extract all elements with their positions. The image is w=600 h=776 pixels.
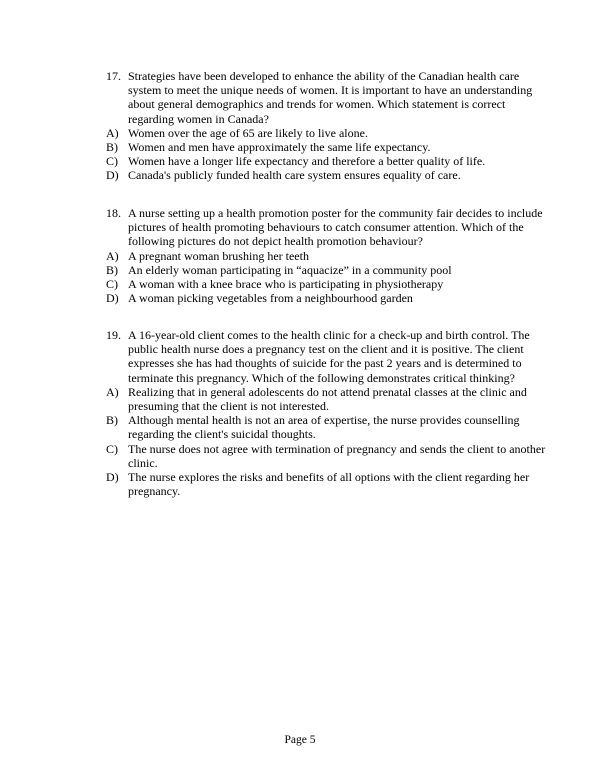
option-text: A pregnant woman brushing her teeth [128, 248, 309, 263]
option-text: A woman with a knee brace who is participating in physiotherapy [128, 277, 444, 292]
question-stem: Strategies have been developed to enhance the ability of the Canadian health care system to meet the unique needs of women. It is important to have an understanding about general demographics and trends for women. Which statement is correct regarding women in Canada? [128, 69, 533, 126]
option-text: Realizing that in general adolescents do not attend prenatal classes at the clinic and presuming that the client is not interested. [128, 384, 527, 414]
option-text: The nurse does not agree with termination of pregnancy and sends the client to another clinic. [128, 441, 546, 470]
page-number: Page 5 [284, 734, 316, 746]
option-d [106, 291, 546, 305]
question-stem-row [106, 69, 546, 126]
option-text: Women have a longer life expectancy and therefore a better quality of life. [128, 154, 486, 169]
option-text: Women and men have approximately the same life expectancy. [128, 140, 431, 155]
option-letter: A) [106, 248, 119, 263]
question-number: 19. [106, 328, 121, 342]
option-text: An elderly woman participating in “aquacize” in a community pool [128, 262, 452, 277]
option-letter: C) [106, 441, 118, 456]
option-letter: B) [106, 262, 118, 277]
question-stem: A 16-year-old client comes to the health clinic for a check-up and birth control. The public health nurse does a pregnancy test on the client and it is positive. The client expresses she has had thoughts of suicide for the past 2 years and is determined to terminate this pregnancy. Which of the following demonstrates critical thinking? [128, 328, 530, 385]
option-a [106, 385, 546, 413]
answer-options [106, 385, 546, 499]
option-letter: D) [106, 470, 119, 485]
option-text: The nurse explores the risks and benefits of all options with the client regarding her pregnancy. [128, 470, 530, 499]
question-17 [106, 69, 546, 183]
question-number: 17. [106, 69, 121, 83]
option-b [106, 140, 546, 154]
option-b [106, 413, 546, 441]
question-stem-row [106, 206, 546, 249]
question-number: 18. [106, 206, 121, 220]
answer-options [106, 249, 546, 306]
option-a [106, 249, 546, 263]
option-text: A woman picking vegetables from a neighbourhood garden [128, 291, 413, 306]
option-b [106, 263, 546, 277]
option-a [106, 126, 546, 140]
question-19 [106, 328, 546, 498]
option-letter: A) [106, 125, 119, 140]
option-letter: C) [106, 154, 118, 169]
option-letter: A) [106, 384, 119, 399]
option-text: Canada's publicly funded health care system ensures equality of care. [128, 168, 461, 183]
option-letter: D) [106, 168, 119, 183]
option-letter: B) [106, 140, 118, 155]
answer-options [106, 126, 546, 183]
option-c [106, 154, 546, 168]
option-letter: C) [106, 277, 118, 292]
option-c [106, 277, 546, 291]
option-d [106, 470, 546, 498]
option-letter: B) [106, 413, 118, 428]
option-letter: D) [106, 291, 119, 306]
question-18 [106, 206, 546, 305]
question-stem-row [106, 328, 546, 385]
option-text: Women over the age of 65 are likely to live alone. [128, 125, 368, 140]
option-c [106, 442, 546, 470]
option-text: Although mental health is not an area of expertise, the nurse provides counselling regarding the client's suicidal thoughts. [128, 413, 520, 442]
option-d [106, 168, 546, 182]
question-stem: A nurse setting up a health promotion poster for the community fair decides to include pictures of health promoting behaviours to catch consumer attention. Which of the following pictures do not depict health promotion behaviour? [128, 206, 543, 249]
